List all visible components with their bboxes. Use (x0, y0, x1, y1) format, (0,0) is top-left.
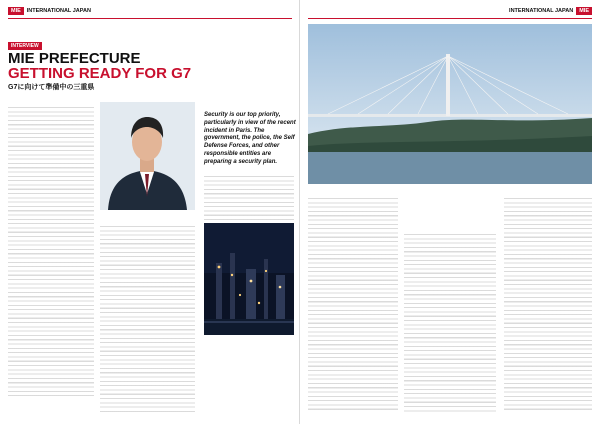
body-column-5 (404, 234, 496, 412)
headline-primary: MIE PREFECTURE (8, 50, 141, 67)
plant-illustration (204, 223, 294, 335)
body-text-placeholder (204, 176, 294, 220)
running-header-title: INTERNATIONAL JAPAN (509, 8, 574, 14)
body-text-placeholder (504, 198, 592, 412)
body-column-2 (100, 226, 195, 412)
body-text-placeholder (404, 234, 496, 412)
header-rule (308, 18, 592, 19)
bridge-photo (308, 24, 592, 184)
portrait-illustration (100, 102, 195, 210)
section-tag: INTERVIEW (8, 42, 42, 50)
right-page (300, 0, 600, 424)
running-header-tag: MIE (8, 7, 24, 15)
pull-quote-left: Security is our top priority, particularly in view of the recent incident in Paris. The government, the police, the Self Defense Forces, and other responsible entities are preparing a security plan. (204, 112, 296, 165)
folio-left (8, 416, 11, 420)
bridge-illustration (308, 24, 592, 184)
running-header-right (509, 5, 592, 17)
header-rule (8, 18, 292, 19)
plant-photo (204, 223, 294, 335)
headline-secondary: GETTING READY FOR G7 (8, 65, 192, 82)
running-header-tag: MIE (576, 7, 592, 15)
running-header-left (8, 5, 91, 17)
body-column-6 (504, 198, 592, 412)
body-text-placeholder (100, 226, 195, 412)
running-header-title: INTERNATIONAL JAPAN (26, 8, 91, 14)
folio-right (589, 416, 592, 420)
body-text-placeholder (8, 107, 94, 397)
body-column-4 (308, 198, 398, 412)
portrait-photo (100, 102, 195, 210)
body-text-placeholder (308, 198, 398, 412)
body-column-3 (204, 176, 294, 220)
body-column-1 (8, 104, 94, 412)
headline-japanese: G7に向けて準備中の三重県 (8, 84, 95, 91)
